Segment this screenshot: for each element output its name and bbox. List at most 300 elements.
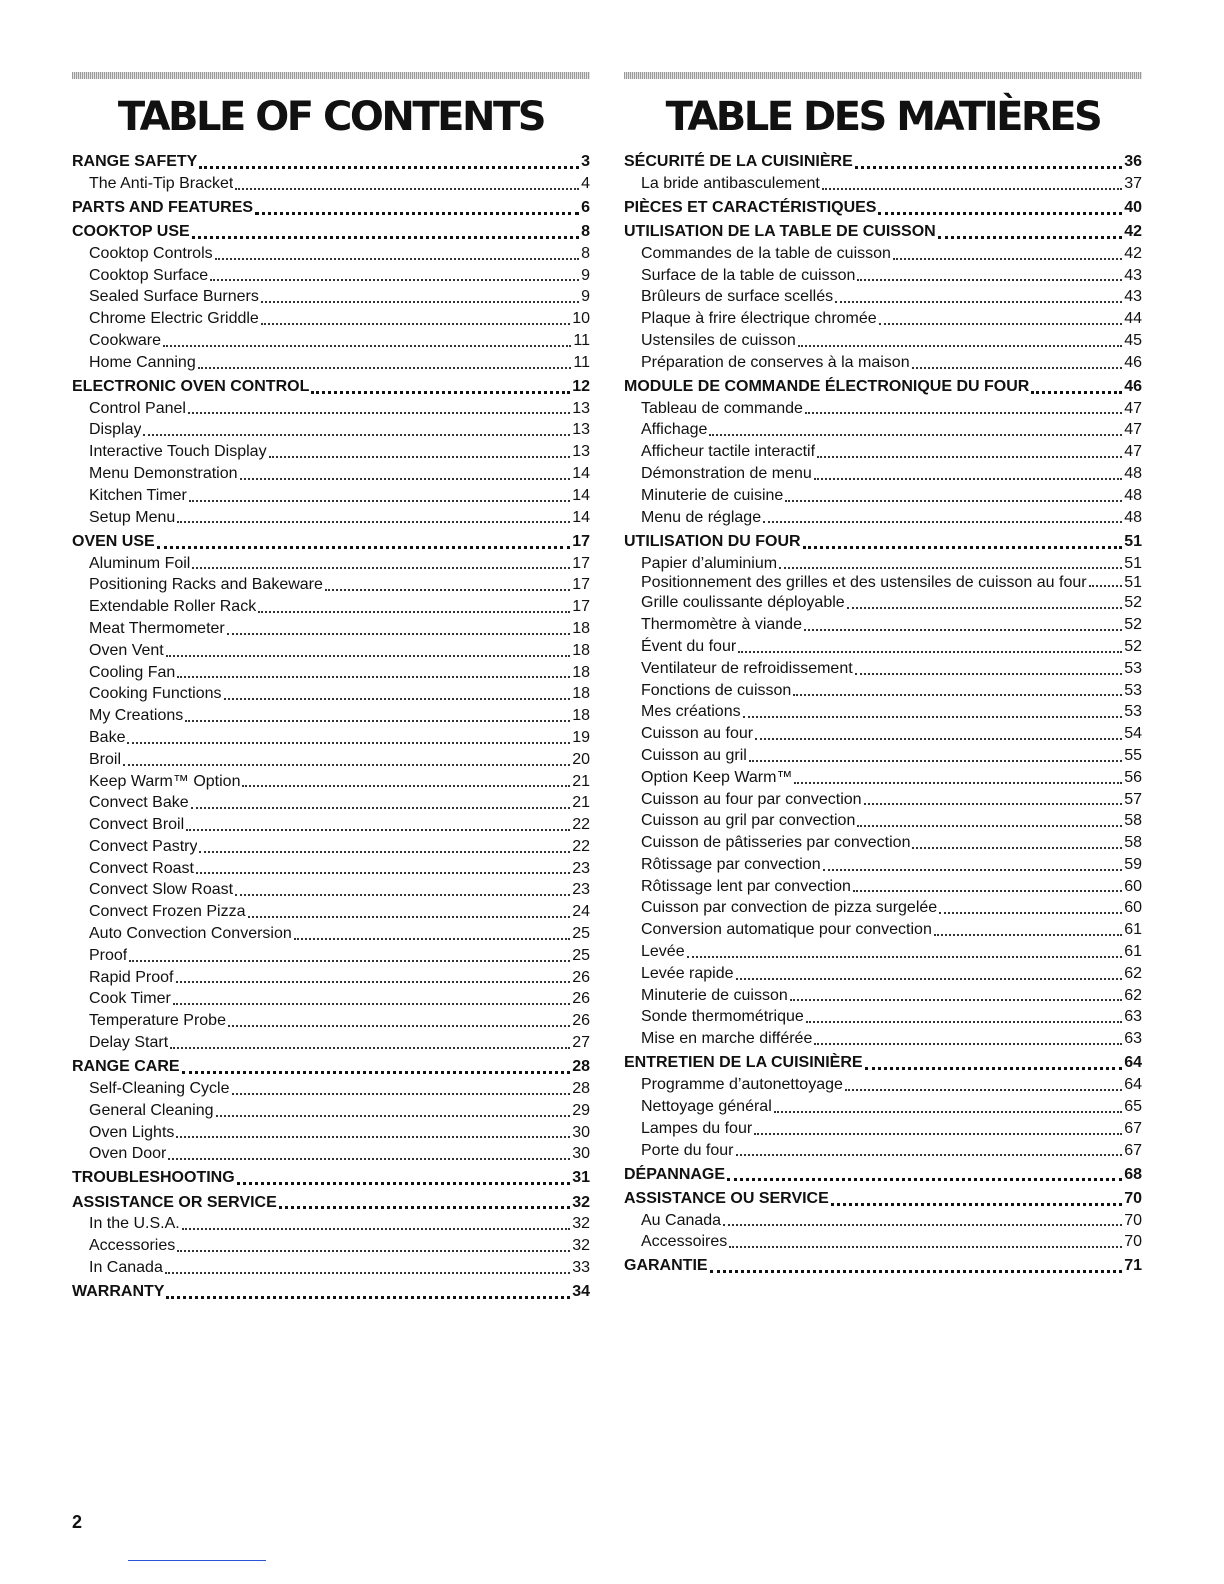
toc-subsection-entry — [72, 1032, 590, 1054]
toc-entry-label: Évent du four — [641, 637, 737, 655]
toc-entry-page-number: 9 — [581, 266, 590, 284]
toc-entry-label: Brûleurs de surface scellés — [641, 288, 834, 306]
toc-entry-label: DÉPANNAGE — [624, 1165, 726, 1183]
toc-subsection-entry — [72, 727, 590, 749]
dot-leader — [189, 499, 570, 502]
toc-list-french — [624, 151, 1142, 1277]
dot-leader — [129, 959, 570, 962]
footer-link-underline — [128, 1560, 266, 1561]
toc-entry-page-number: 51 — [1124, 554, 1142, 572]
toc-subsection-entry — [624, 636, 1142, 658]
toc-entry-page-number: 70 — [1124, 1233, 1142, 1251]
toc-entry-label: Convect Bake — [89, 794, 189, 812]
toc-subsection-entry — [72, 463, 590, 485]
toc-entry-page-number: 70 — [1124, 1211, 1142, 1229]
toc-list — [72, 151, 590, 1303]
toc-entry-label: Convect Slow Roast — [89, 881, 234, 899]
dot-leader — [235, 893, 570, 896]
dot-leader — [803, 545, 1123, 549]
dot-leader — [1031, 390, 1122, 394]
toc-entry-page-number: 58 — [1124, 834, 1142, 852]
toc-entry-label: Convect Pastry — [89, 837, 198, 855]
toc-entry-page-number: 26 — [572, 990, 590, 1008]
toc-entry-label: Sealed Surface Burners — [89, 288, 259, 306]
dot-leader — [269, 455, 571, 458]
toc-entry-page-number: 36 — [1124, 153, 1142, 170]
dot-leader — [196, 871, 570, 874]
toc-entry-label: Grille coulissante déployable — [641, 594, 845, 612]
toc-entry-page-number: 14 — [572, 486, 590, 504]
toc-entry-label: Lampes du four — [641, 1119, 753, 1137]
toc-subsection-entry — [72, 683, 590, 705]
toc-subsection-entry — [72, 945, 590, 967]
toc-entry-page-number: 17 — [572, 554, 590, 572]
toc-subsection-entry — [72, 749, 590, 771]
toc-entry-label: Oven Lights — [89, 1123, 175, 1141]
dot-leader — [865, 1066, 1123, 1070]
dot-leader — [255, 211, 579, 215]
toc-entry-label: Commandes de la table de cuisson — [641, 244, 891, 262]
toc-entry-page-number: 34 — [572, 1283, 590, 1301]
toc-subsection-entry — [72, 771, 590, 793]
toc-entry-page-number: 27 — [572, 1034, 590, 1052]
toc-entry-label: Option Keep Warm™ — [641, 768, 793, 786]
toc-subsection-entry — [72, 1100, 590, 1122]
dot-leader — [176, 1135, 570, 1138]
dot-leader — [755, 737, 1122, 740]
toc-entry-label: Home Canning — [89, 353, 196, 371]
toc-subsection-entry — [624, 441, 1142, 463]
dot-leader — [736, 1153, 1123, 1156]
dot-leader — [192, 235, 579, 239]
dot-leader — [774, 1110, 1122, 1113]
toc-subsection-entry — [72, 507, 590, 529]
toc-entry-label: MODULE DE COMMANDE ÉLECTRONIQUE DU FOUR — [624, 377, 1030, 395]
toc-entry-label: COOKTOP USE — [72, 222, 190, 240]
toc-subsection-entry — [72, 858, 590, 880]
toc-entry-page-number: 48 — [1124, 486, 1142, 504]
dot-leader — [235, 187, 579, 190]
toc-entry-page-number: 8 — [581, 222, 590, 240]
toc-entry-page-number: 51 — [1124, 532, 1142, 550]
toc-subsection-entry — [624, 680, 1142, 702]
toc-entry-page-number: 30 — [572, 1145, 590, 1163]
toc-entry-label: Sonde thermométrique — [641, 1008, 804, 1026]
toc-entry-label: Accessoires — [641, 1233, 728, 1251]
toc-entry-label: Cuisson au gril — [641, 746, 747, 764]
dot-leader — [845, 1088, 1122, 1091]
toc-section-entry — [72, 531, 590, 553]
toc-entry-label: Cuisson de pâtisseries par convection — [641, 834, 911, 852]
toc-entry-label: Oven Door — [89, 1145, 167, 1163]
toc-subsection-entry — [624, 1231, 1142, 1253]
dot-leader — [185, 719, 570, 722]
toc-subsection-entry — [624, 897, 1142, 919]
toc-entry-page-number: 23 — [572, 859, 590, 877]
toc-entry-label: ENTRETIEN DE LA CUISINIÈRE — [624, 1054, 863, 1072]
toc-entry-label: Rôtissage par convection — [641, 855, 821, 873]
toc-french-column — [624, 72, 1142, 1277]
dot-leader — [170, 1046, 570, 1049]
toc-entry-label: My Creations — [89, 707, 184, 725]
toc-subsection-entry — [72, 836, 590, 858]
toc-section-entry — [624, 221, 1142, 243]
toc-entry-page-number: 70 — [1124, 1189, 1142, 1207]
toc-entry-label: Oven Vent — [89, 641, 164, 659]
toc-entry-label: Rôtissage lent par convection — [641, 877, 851, 895]
toc-entry-page-number: 46 — [1124, 377, 1142, 395]
dot-leader — [779, 566, 1122, 569]
toc-entry-page-number: 52 — [1124, 616, 1142, 634]
toc-entry-page-number: 33 — [572, 1258, 590, 1276]
dot-leader — [216, 1114, 571, 1117]
dot-leader — [228, 1024, 570, 1027]
dot-leader — [798, 344, 1122, 347]
toc-entry-page-number: 18 — [572, 641, 590, 659]
toc-section-entry — [624, 151, 1142, 173]
dot-leader — [912, 366, 1123, 369]
dot-leader — [817, 455, 1122, 458]
toc-entry-page-number: 42 — [1124, 244, 1142, 262]
dot-leader — [934, 933, 1122, 936]
toc-entry-label: ASSISTANCE OU SERVICE — [624, 1189, 829, 1207]
toc-entry-label: Plaque à frire électrique chromée — [641, 310, 877, 328]
toc-subsection-entry — [72, 352, 590, 374]
dot-leader — [763, 520, 1122, 523]
dot-leader — [1089, 584, 1123, 587]
toc-entry-page-number: 22 — [572, 837, 590, 855]
toc-entry-page-number: 21 — [572, 794, 590, 812]
toc-entry-page-number: 63 — [1124, 1030, 1142, 1048]
toc-entry-label: GARANTIE — [624, 1257, 708, 1275]
toc-entry-page-number: 4 — [581, 174, 590, 192]
toc-subsection-entry — [624, 574, 1142, 592]
toc-entry-label: Interactive Touch Display — [89, 443, 267, 461]
toc-subsection-entry — [624, 985, 1142, 1007]
toc-entry-label: TROUBLESHOOTING — [72, 1169, 235, 1187]
toc-entry-page-number: 62 — [1124, 964, 1142, 982]
toc-entry-label: Cooktop Controls — [89, 244, 213, 262]
dot-leader — [232, 1092, 571, 1095]
toc-entry-label: RANGE SAFETY — [72, 153, 198, 170]
toc-entry-label: RANGE CARE — [72, 1058, 180, 1076]
toc-subsection-entry — [624, 463, 1142, 485]
toc-entry-label: Rapid Proof — [89, 968, 174, 986]
toc-entry-label: Affichage — [641, 421, 708, 439]
toc-subsection-entry — [624, 553, 1142, 575]
toc-entry-label: Conversion automatique pour convection — [641, 921, 932, 939]
toc-entry-label: Cookware — [89, 331, 162, 349]
toc-entry-label: Afficheur tactile interactif — [641, 443, 816, 461]
toc-entry-label: Kitchen Timer — [89, 486, 187, 504]
toc-entry-label: PIÈCES ET CARACTÉRISTIQUES — [624, 198, 877, 216]
toc-entry-page-number: 32 — [572, 1237, 590, 1255]
toc-entry-label: Ustensiles de cuisson — [641, 331, 796, 349]
toc-entry-page-number: 9 — [581, 288, 590, 306]
dot-leader — [736, 977, 1123, 980]
toc-entry-page-number: 53 — [1124, 703, 1142, 721]
toc-entry-page-number: 54 — [1124, 725, 1142, 743]
dot-leader — [192, 566, 570, 569]
dot-leader — [939, 911, 1122, 914]
toc-entry-page-number: 67 — [1124, 1141, 1142, 1159]
toc-subsection-entry — [624, 1140, 1142, 1162]
toc-entry-page-number: 37 — [1124, 174, 1142, 192]
dot-leader — [168, 1157, 570, 1160]
dot-leader — [879, 322, 1123, 325]
toc-subsection-entry — [72, 553, 590, 575]
toc-entry-page-number: 8 — [581, 244, 590, 262]
toc-subsection-entry — [624, 592, 1142, 614]
toc-subsection-entry — [624, 286, 1142, 308]
toc-entry-page-number: 26 — [572, 968, 590, 986]
dot-leader — [749, 759, 1122, 762]
dot-leader — [173, 1002, 570, 1005]
dot-leader — [186, 828, 570, 831]
toc-entry-page-number: 48 — [1124, 508, 1142, 526]
toc-entry-page-number: 20 — [572, 750, 590, 768]
dot-leader — [237, 1181, 571, 1185]
toc-subsection-entry — [624, 243, 1142, 265]
toc-entry-page-number: 18 — [572, 663, 590, 681]
dot-leader — [199, 850, 570, 853]
toc-entry-label: Cuisson au gril par convection — [641, 812, 856, 830]
toc-title-french: TABLE DES MATIÈRES — [665, 94, 1101, 140]
toc-section-entry — [624, 1052, 1142, 1074]
toc-entry-label: Broil — [89, 750, 122, 768]
dot-leader — [857, 824, 1122, 827]
toc-entry-page-number: 62 — [1124, 986, 1142, 1004]
page-number: 2 — [72, 1512, 83, 1532]
toc-section-entry — [72, 1281, 590, 1303]
toc-subsection-entry — [72, 308, 590, 330]
dot-leader — [804, 628, 1122, 631]
dot-leader — [123, 763, 570, 766]
toc-subsection-entry — [624, 507, 1142, 529]
toc-entry-label: Convect Broil — [89, 816, 185, 834]
toc-subsection-entry — [72, 1257, 590, 1279]
dot-leader — [743, 715, 1123, 718]
toc-subsection-entry — [72, 1010, 590, 1032]
toc-entry-label: Minuterie de cuisson — [641, 986, 788, 1004]
dot-leader — [893, 257, 1122, 260]
toc-entry-page-number: 13 — [572, 443, 590, 461]
toc-section-entry — [72, 376, 590, 398]
toc-entry-page-number: 43 — [1124, 288, 1142, 306]
dot-leader — [878, 211, 1122, 215]
toc-subsection-entry — [624, 1118, 1142, 1140]
dot-leader — [754, 1132, 1122, 1135]
toc-subsection-entry — [624, 789, 1142, 811]
dot-leader — [822, 187, 1122, 190]
dot-leader — [823, 868, 1123, 871]
toc-subsection-entry — [624, 1210, 1142, 1232]
dot-leader — [785, 499, 1122, 502]
toc-entry-label: Extendable Roller Rack — [89, 598, 257, 616]
toc-entry-label: Préparation de conserves à la maison — [641, 353, 910, 371]
toc-subsection-entry — [72, 1213, 590, 1235]
dot-leader — [210, 278, 579, 281]
toc-entry-label: Thermomètre à viande — [641, 616, 802, 634]
toc-subsection-entry — [624, 854, 1142, 876]
toc-subsection-entry — [72, 923, 590, 945]
toc-section-entry — [72, 221, 590, 243]
toc-entry-page-number: 46 — [1124, 353, 1142, 371]
dot-leader — [806, 1020, 1122, 1023]
toc-entry-page-number: 65 — [1124, 1097, 1142, 1115]
toc-entry-page-number: 19 — [572, 728, 590, 746]
toc-entry-page-number: 32 — [572, 1193, 590, 1211]
toc-section-entry — [72, 151, 590, 173]
toc-entry-label: Positionnement des grilles et des ustensiles de cuisson au four — [641, 574, 1087, 592]
toc-subsection-entry — [72, 574, 590, 596]
toc-entry-label: ASSISTANCE OR SERVICE — [72, 1193, 277, 1211]
dot-leader — [790, 998, 1122, 1001]
toc-subsection-entry — [72, 1078, 590, 1100]
toc-subsection-entry — [72, 618, 590, 640]
dot-leader — [166, 1295, 570, 1299]
toc-entry-page-number: 32 — [572, 1215, 590, 1233]
toc-entry-label: The Anti-Tip Bracket — [89, 174, 234, 192]
toc-entry-page-number: 18 — [572, 619, 590, 637]
dot-leader — [793, 693, 1122, 696]
toc-entry-label: Convect Frozen Pizza — [89, 903, 246, 921]
dot-leader — [227, 632, 570, 635]
toc-entry-page-number: 53 — [1124, 659, 1142, 677]
toc-entry-label: Cuisson au four — [641, 725, 754, 743]
toc-title: TABLE OF CONTENTS — [117, 94, 545, 140]
dot-leader — [240, 477, 571, 480]
toc-entry-page-number: 25 — [572, 925, 590, 943]
dot-leader — [279, 1205, 570, 1209]
dot-leader — [191, 806, 571, 809]
toc-entry-page-number: 61 — [1124, 921, 1142, 939]
dot-leader — [127, 741, 570, 744]
toc-subsection-entry — [72, 879, 590, 901]
toc-section-entry — [624, 197, 1142, 219]
toc-entry-label: Porte du four — [641, 1141, 734, 1159]
toc-subsection-entry — [72, 901, 590, 923]
toc-subsection-entry — [624, 658, 1142, 680]
toc-entry-page-number: 12 — [572, 377, 590, 395]
toc-entry-label: WARRANTY — [72, 1283, 165, 1301]
toc-subsection-entry — [72, 1235, 590, 1257]
toc-entry-label: Aluminum Foil — [89, 554, 191, 572]
dot-leader — [261, 300, 579, 303]
toc-entry-label: Cook Timer — [89, 990, 171, 1008]
toc-subsection-entry — [624, 308, 1142, 330]
toc-entry-page-number: 11 — [573, 331, 590, 349]
header-rule — [624, 72, 1142, 79]
dot-leader — [163, 344, 571, 347]
toc-entry-page-number: 30 — [572, 1123, 590, 1141]
toc-entry-page-number: 47 — [1124, 399, 1142, 417]
toc-entry-page-number: 31 — [572, 1169, 590, 1187]
toc-subsection-entry — [72, 705, 590, 727]
toc-entry-label: Convect Roast — [89, 859, 194, 877]
toc-subsection-entry — [624, 485, 1142, 507]
dot-leader — [188, 411, 570, 414]
toc-entry-label: Bake — [89, 728, 126, 746]
toc-entry-page-number: 17 — [572, 576, 590, 594]
toc-subsection-entry — [624, 173, 1142, 195]
toc-section-entry — [624, 1188, 1142, 1210]
dot-leader — [177, 675, 570, 678]
toc-entry-page-number: 14 — [572, 465, 590, 483]
dot-leader — [864, 802, 1123, 805]
toc-subsection-entry — [624, 1074, 1142, 1096]
toc-subsection-entry — [624, 419, 1142, 441]
dot-leader — [814, 477, 1122, 480]
toc-subsection-entry — [72, 330, 590, 352]
dot-leader — [938, 235, 1123, 239]
toc-subsection-entry — [72, 441, 590, 463]
toc-subsection-entry — [624, 398, 1142, 420]
toc-subsection-entry — [624, 701, 1142, 723]
toc-subsection-entry — [72, 419, 590, 441]
toc-subsection-entry — [624, 832, 1142, 854]
toc-entry-page-number: 71 — [1124, 1257, 1142, 1275]
toc-entry-label: Chrome Electric Griddle — [89, 310, 259, 328]
dot-leader — [912, 846, 1122, 849]
toc-entry-label: Display — [89, 421, 142, 439]
dot-leader — [805, 411, 1122, 414]
toc-entry-page-number: 24 — [572, 903, 590, 921]
toc-subsection-entry — [624, 352, 1142, 374]
toc-entry-page-number: 64 — [1124, 1054, 1142, 1072]
dot-leader — [847, 606, 1123, 609]
toc-entry-label: UTILISATION DU FOUR — [624, 532, 801, 550]
toc-entry-label: Cooking Functions — [89, 685, 222, 703]
toc-entry-label: Ventilateur de refroidissement — [641, 659, 853, 677]
dot-leader — [166, 654, 570, 657]
header-rule — [72, 72, 590, 79]
toc-entry-page-number: 45 — [1124, 331, 1142, 349]
toc-subsection-entry — [72, 1122, 590, 1144]
toc-entry-page-number: 28 — [572, 1079, 590, 1097]
dot-leader — [143, 433, 570, 436]
toc-entry-page-number: 47 — [1124, 443, 1142, 461]
toc-entry-label: General Cleaning — [89, 1101, 214, 1119]
dot-leader — [723, 1223, 1122, 1226]
toc-entry-label: Auto Convection Conversion — [89, 925, 292, 943]
toc-entry-page-number: 55 — [1124, 746, 1142, 764]
dot-leader — [727, 1177, 1122, 1181]
toc-entry-label: Accessories — [89, 1237, 176, 1255]
toc-subsection-entry — [624, 919, 1142, 941]
toc-subsection-entry — [624, 745, 1142, 767]
toc-entry-label: La bride antibasculement — [641, 174, 820, 192]
toc-subsection-entry — [72, 640, 590, 662]
toc-section-entry — [72, 197, 590, 219]
toc-subsection-entry — [72, 265, 590, 287]
toc-entry-label: In Canada — [89, 1258, 163, 1276]
dot-leader — [853, 889, 1122, 892]
dot-leader — [687, 955, 1123, 958]
dot-leader — [814, 1042, 1122, 1045]
toc-entry-label: Cooling Fan — [89, 663, 176, 681]
dot-leader — [261, 322, 570, 325]
toc-entry-label: Meat Thermometer — [89, 619, 225, 637]
toc-entry-label: Programme d’autonettoyage — [641, 1076, 843, 1094]
toc-entry-page-number: 60 — [1124, 899, 1142, 917]
toc-entry-page-number: 64 — [1124, 1076, 1142, 1094]
dot-leader — [855, 672, 1123, 675]
toc-entry-page-number: 44 — [1124, 310, 1142, 328]
toc-entry-page-number: 52 — [1124, 594, 1142, 612]
toc-section-entry — [624, 376, 1142, 398]
toc-entry-page-number: 67 — [1124, 1119, 1142, 1137]
